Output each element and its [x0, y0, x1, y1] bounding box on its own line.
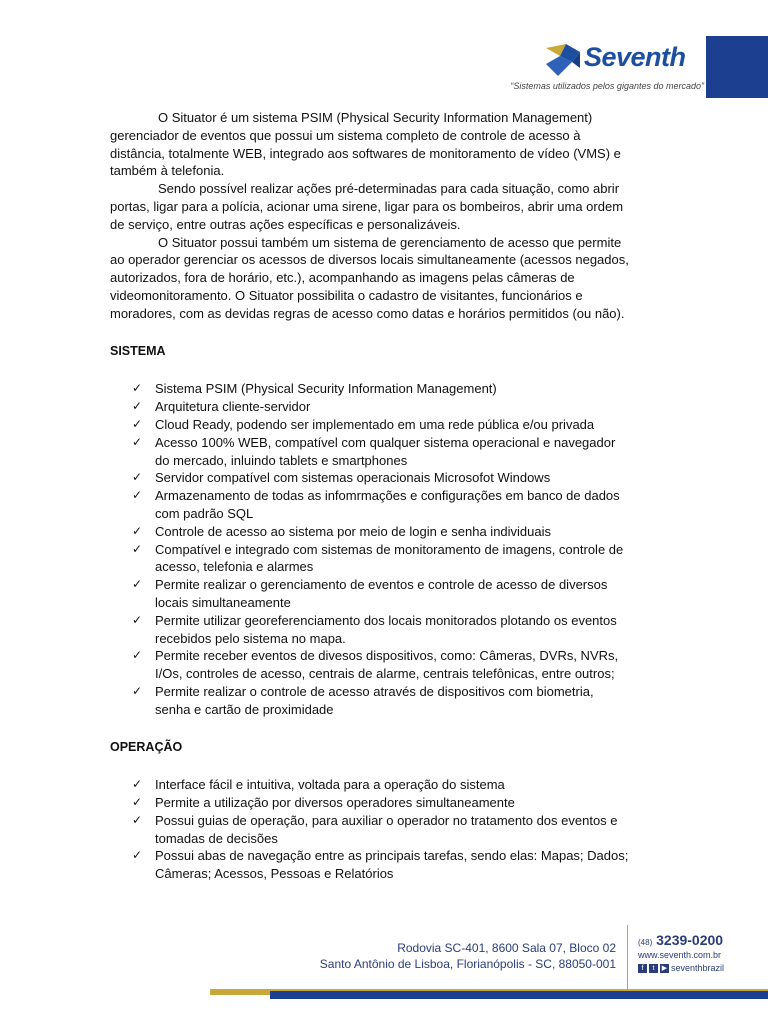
- checkmark-icon: ✓: [132, 416, 143, 431]
- list-item: ✓ Armazenamento de todas as infomrmações e configurações em banco de dados com padrão SQL: [132, 488, 620, 521]
- twitter-icon[interactable]: t: [649, 964, 658, 973]
- corner-accent-block: [706, 36, 768, 98]
- list-item: ✓ Cloud Ready, podendo ser implementado em uma rede pública e/ou privada: [132, 416, 595, 432]
- intro-paragraph-1: O Situator é um sistema PSIM (Physical Security Information Management) gerenciador de eventos que possui um sistema completo de controle de acesso à distância, totalmente WEB, integrado aos softwares de monitoramento de vídeo (VMS) e também à telefonia.: [110, 110, 621, 179]
- website-link[interactable]: www.seventh.com.br: [638, 950, 722, 960]
- intro-paragraph-3: O Situator possui também um sistema de gerenciamento de acesso que permite ao operador gerenciar os acessos de diversos locais simultaneamente (acessos negados, autorizados, fora de horário, etc.), acompanhando as imagens pelas câmeras de videomonitoramento. O Situator possibilita o cadastro de visitantes, funcionários e moradores, com as devidas regras de acesso como datas e horários permitidos (ou não).: [110, 234, 629, 321]
- footer-contact: [638, 932, 724, 973]
- phone-number: (48) 3239-0200: [638, 932, 724, 948]
- intro-paragraph-2: Sendo possível realizar ações pré-determinadas para cada situação, como abrir portas, ligar para a polícia, acionar uma sirene, ligar para os bombeiros, abrir uma ordem de serviço, entre outras ações específicas e personalizáveis.: [110, 181, 624, 232]
- checkmark-icon: ✓: [132, 848, 143, 863]
- list-item: ✓ Possui guias de operação, para auxiliar o operador no tratamento dos eventos e tomadas de decisões: [132, 812, 618, 846]
- list-item: ✓ Servidor compatível com sistemas operacionais Microsofot Windows: [132, 470, 551, 486]
- facebook-icon[interactable]: f: [638, 964, 647, 973]
- logo-wordmark: Seventh: [584, 42, 686, 72]
- list-item: ✓ Permite a utilização por diversos operadores simultaneamente: [132, 795, 515, 811]
- checkmark-icon: ✓: [132, 577, 143, 592]
- address-line-2: Santo Antônio de Lisboa, Florianópolis - SC, 88050-001: [319, 957, 616, 971]
- list-item: ✓ Acesso 100% WEB, compatível com qualquer sistema operacional e navegador do mercado, inluindo tablets e smartphones: [132, 434, 616, 468]
- operacao-list: [110, 776, 630, 883]
- checkmark-icon: ✓: [132, 381, 143, 396]
- checkmark-icon: ✓: [132, 683, 143, 698]
- list-item: ✓ Sistema PSIM (Physical Security Information Management): [132, 381, 497, 397]
- checkmark-icon: ✓: [132, 523, 143, 538]
- list-item: ✓ Permite utilizar georeferenciamento dos locais monitorados plotando os eventos recebidos pelo sistema no mapa.: [132, 612, 617, 646]
- list-item: ✓ Compatível e integrado com sistemas de monitoramento de imagens, controle de acesso, telefonia e alarmes: [132, 541, 624, 575]
- list-item: ✓ Controle de acesso ao sistema por meio de login e senha individuais: [132, 523, 552, 539]
- seventh-logo-icon: [544, 42, 584, 78]
- checkmark-icon: ✓: [132, 488, 143, 503]
- social-handle: seventhbrazil: [671, 963, 725, 973]
- checkmark-icon: ✓: [132, 795, 143, 810]
- checkmark-icon: ✓: [132, 812, 143, 827]
- youtube-icon[interactable]: ▶: [661, 964, 668, 972]
- list-item: ✓ Permite realizar o controle de acesso através de dispositivos com biometria, senha e cartão de proximidade: [132, 683, 594, 717]
- list-item: ✓ Permite receber eventos de divesos dispositivos, como: Câmeras, DVRs, NVRs, I/Os, controles de acesso, centrais de alarme, centrais telefônicas, entre outros;: [132, 648, 619, 682]
- checkmark-icon: ✓: [132, 541, 143, 556]
- list-item: ✓ Possui abas de navegação entre as principais tarefas, sendo elas: Mapas; Dados; Câmeras; Acessos, Pessoas e Relatórios: [132, 848, 629, 882]
- footer-divider: [627, 925, 628, 993]
- checkmark-icon: ✓: [132, 470, 143, 485]
- checkmark-icon: ✓: [132, 648, 143, 663]
- operacao-heading: OPERAÇÃO: [110, 739, 183, 754]
- address-line-1: Rodovia SC-401, 8600 Sala 07, Bloco 02: [397, 941, 616, 955]
- seventh-logo: [510, 40, 704, 96]
- logo-tagline: “Sistemas utilizados pelos gigantes do mercado”: [510, 81, 704, 91]
- checkmark-icon: ✓: [132, 612, 143, 627]
- document-body: [110, 109, 630, 883]
- checkmark-icon: ✓: [132, 434, 143, 449]
- list-item: ✓ Permite realizar o gerenciamento de eventos e controle de acesso de diversos locais simultaneamente: [132, 577, 608, 610]
- list-item: ✓ Interface fácil e intuitiva, voltada para a operação do sistema: [132, 777, 505, 793]
- sistema-heading: SISTEMA: [110, 343, 166, 358]
- checkmark-icon: ✓: [132, 399, 143, 414]
- social-links: [638, 963, 724, 973]
- checkmark-icon: ✓: [132, 777, 143, 792]
- footer-address: [300, 940, 616, 972]
- list-item: ✓ Arquitetura cliente-servidor: [132, 399, 311, 415]
- sistema-list: [110, 380, 630, 718]
- footer-blue-band: [270, 991, 768, 999]
